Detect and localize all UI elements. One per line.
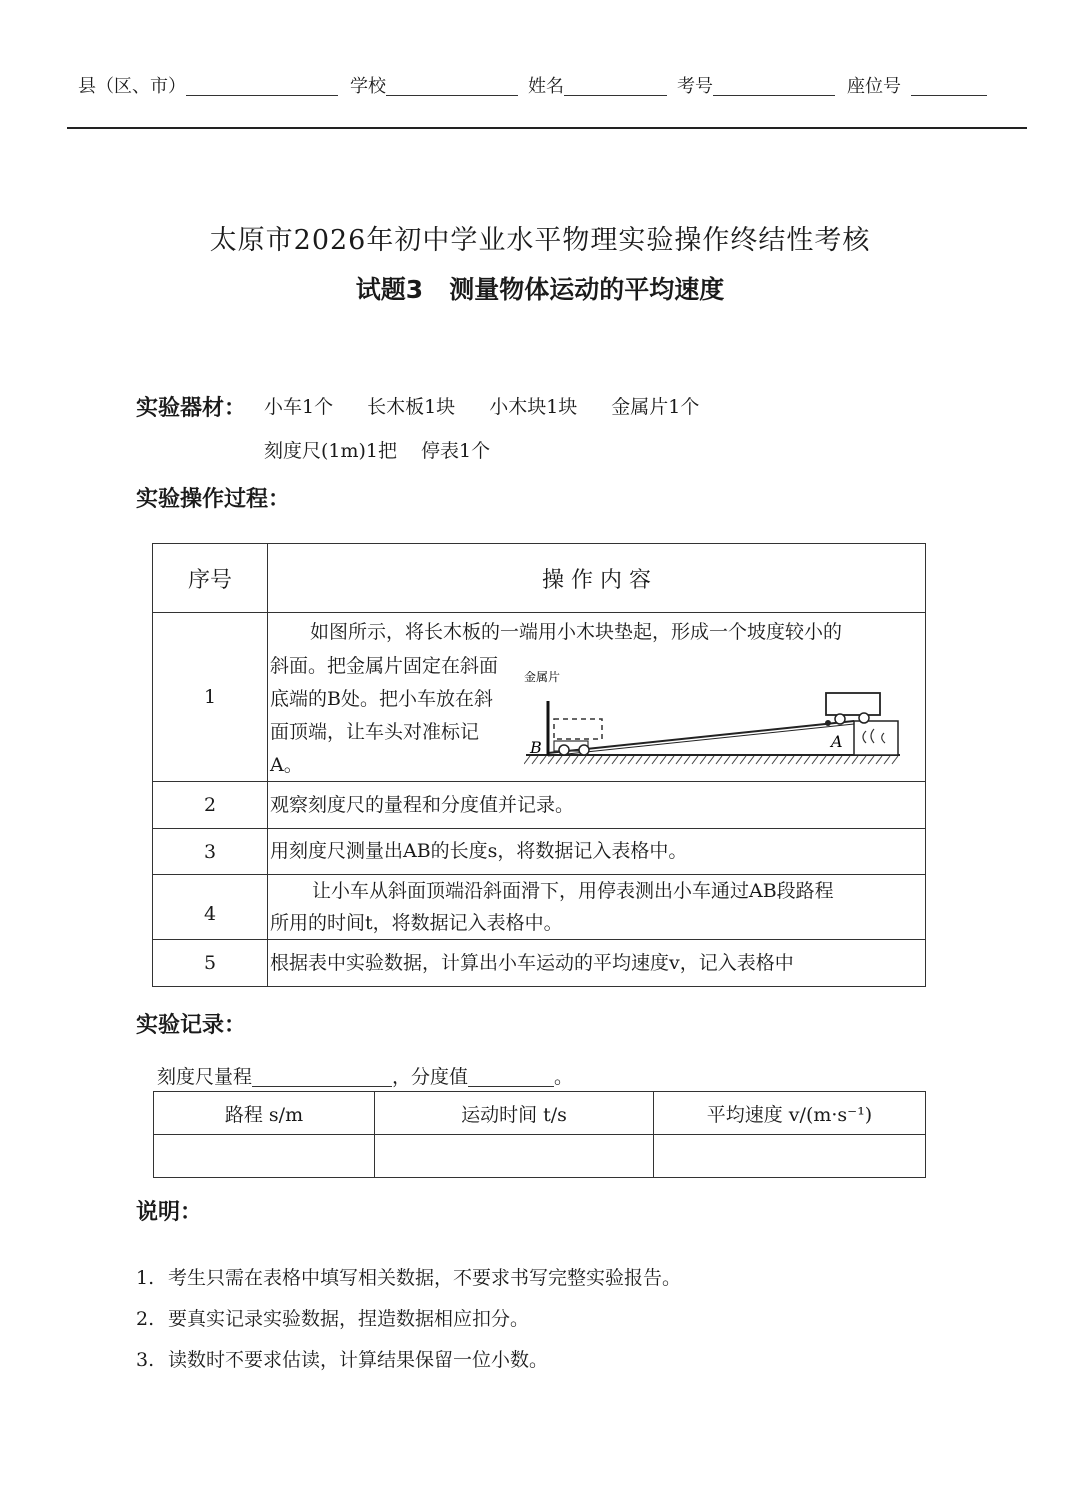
step-text: 让小车从斜面顶端沿斜面滑下，用停表测出小车通过AB段路程 xyxy=(312,880,834,902)
cart-icon xyxy=(826,693,880,715)
header-fields xyxy=(78,72,987,98)
table-header-row xyxy=(153,544,926,613)
wood-block-icon xyxy=(854,721,898,755)
school-field[interactable] xyxy=(350,72,518,98)
division-label: ，分度值 xyxy=(392,1066,469,1088)
speed-cell[interactable] xyxy=(654,1135,926,1178)
row-number: 4 xyxy=(153,875,268,940)
incline-diagram xyxy=(524,671,904,773)
school-label: 学校 xyxy=(350,76,386,97)
table-row xyxy=(153,940,926,987)
point-b-label: B xyxy=(530,738,542,757)
county-blank[interactable] xyxy=(186,77,338,96)
note-text: 要真实记录实验数据，捏造数据相应扣分。 xyxy=(168,1308,530,1330)
equipment-item: 金属片1个 xyxy=(611,396,700,418)
seat-field[interactable] xyxy=(847,72,987,98)
table-row xyxy=(154,1135,926,1178)
equipment-item: 停表1个 xyxy=(421,440,491,462)
list-item xyxy=(136,1299,681,1340)
column-header-speed: 平均速度 v/(m·s⁻¹) xyxy=(654,1092,926,1135)
range-label: 刻度尺量程 xyxy=(157,1066,253,1088)
equipment-item: 长木板1块 xyxy=(367,396,456,418)
county-label: 县（区、市） xyxy=(78,76,186,97)
seat-label: 座位号 xyxy=(847,76,901,97)
row-content xyxy=(268,613,926,782)
table-header-row xyxy=(154,1092,926,1135)
page-subtitle xyxy=(0,270,1080,306)
table-row xyxy=(153,875,926,940)
list-item xyxy=(136,1258,681,1299)
column-header-no: 序号 xyxy=(153,544,268,613)
question-title: 测量物体运动的平均速度 xyxy=(449,275,725,304)
equipment-heading: 实验器材： xyxy=(136,396,247,421)
school-blank[interactable] xyxy=(386,77,518,96)
name-field[interactable] xyxy=(528,72,667,98)
step-text: 所用的时间t，将数据记入表格中。 xyxy=(270,912,563,934)
column-header-content: 操 作 内 容 xyxy=(268,544,926,613)
equipment-row-1 xyxy=(264,392,699,419)
exam-no-blank[interactable] xyxy=(713,77,835,96)
note-text: 读数时不要求估读，计算结果保留一位小数。 xyxy=(168,1349,549,1371)
range-blank[interactable] xyxy=(252,1066,392,1087)
column-header-time: 运动时间 t/s xyxy=(375,1092,654,1135)
note-number: 1. xyxy=(136,1267,155,1289)
table-row xyxy=(153,782,926,829)
row-number: 5 xyxy=(153,940,268,987)
step-text: 根据表中实验数据，计算出小车运动的平均速度v，记入表格中 xyxy=(268,940,926,987)
step-text: 如图所示，将长木板的一端用小木块垫起，形成一个坡度较小的 xyxy=(310,621,843,643)
exam-no-label: 考号 xyxy=(677,76,713,97)
equipment-item: 刻度尺(1m)1把 xyxy=(264,440,398,462)
page-title: 太原市2026年初中学业水平物理实验操作终结性考核 xyxy=(209,225,871,256)
note-number: 3. xyxy=(136,1349,155,1371)
record-table xyxy=(153,1091,926,1178)
time-cell[interactable] xyxy=(375,1135,654,1178)
point-a-label: A xyxy=(831,732,843,751)
table-row xyxy=(153,829,926,875)
notes-list xyxy=(136,1258,681,1381)
row-number: 3 xyxy=(153,829,268,875)
question-number: 试题3 xyxy=(355,275,424,304)
equipment-item: 小车1个 xyxy=(264,396,334,418)
note-number: 2. xyxy=(136,1308,155,1330)
exam-no-field[interactable] xyxy=(677,72,835,98)
equipment-item: 小木块1块 xyxy=(489,396,578,418)
header-divider xyxy=(67,127,1027,129)
table-row xyxy=(153,613,926,782)
step-text: 观察刻度尺的量程和分度值并记录。 xyxy=(268,782,926,829)
county-field[interactable] xyxy=(78,72,338,98)
notes-heading: 说明： xyxy=(136,1200,203,1225)
distance-cell[interactable] xyxy=(154,1135,375,1178)
procedure-heading: 实验操作过程： xyxy=(136,487,291,512)
division-blank[interactable] xyxy=(468,1066,554,1087)
step-text: 用刻度尺测量出AB的长度s，将数据记入表格中。 xyxy=(268,829,926,875)
row-number: 2 xyxy=(153,782,268,829)
period: 。 xyxy=(554,1066,574,1088)
metal-plate-label: 金属片 xyxy=(524,671,561,684)
equipment-row-2 xyxy=(264,436,490,463)
list-item xyxy=(136,1340,681,1381)
name-blank[interactable] xyxy=(564,77,667,96)
procedure-table xyxy=(152,543,926,987)
column-header-distance: 路程 s/m xyxy=(154,1092,375,1135)
step-text: 斜面。把金属片固定在斜面底端的B处。把小车放在斜面顶端，让车头对准标记A。 xyxy=(270,655,499,776)
record-heading: 实验记录： xyxy=(136,1013,247,1038)
row-number: 1 xyxy=(153,613,268,782)
name-label: 姓名 xyxy=(528,76,564,97)
row-content xyxy=(268,875,926,940)
seat-blank[interactable] xyxy=(911,77,987,96)
ruler-range-line xyxy=(157,1062,573,1089)
note-text: 考生只需在表格中填写相关数据，不要求书写完整实验报告。 xyxy=(168,1267,682,1289)
